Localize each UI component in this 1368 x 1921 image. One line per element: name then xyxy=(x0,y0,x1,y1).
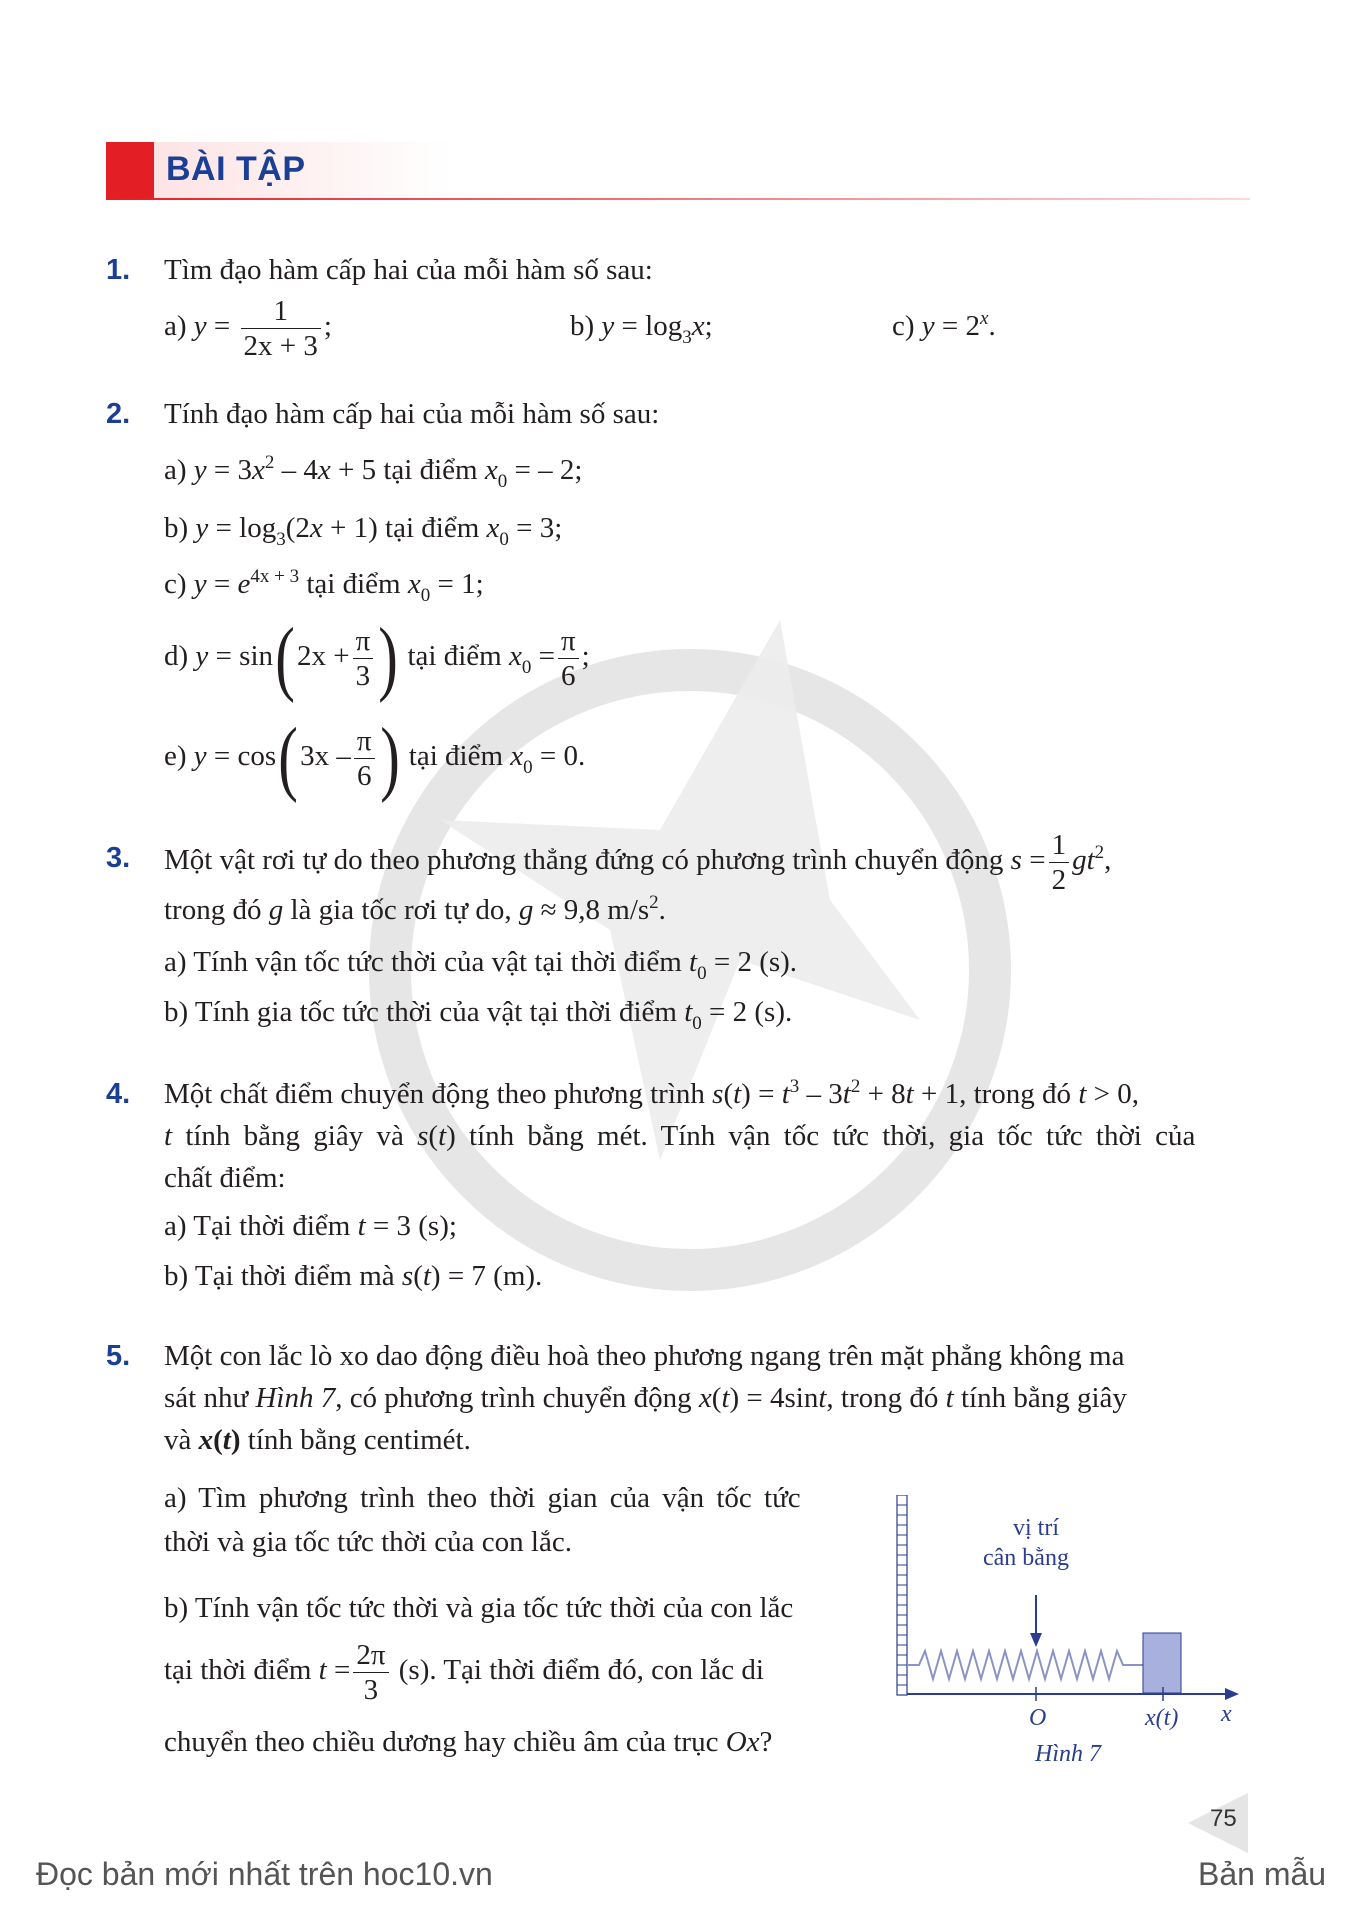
exercise-1a: a) y = $\frac{1}{2x + 3}$ ; xyxy=(164,294,332,362)
exercise-5-line2: sát như Hình 7, có phương trình chuyển động x(t) = 4sint, trong đó t tính bằng giây xyxy=(164,1382,1127,1414)
page-number: 75 xyxy=(1210,1805,1237,1832)
exercise-3b: b) Tính gia tốc tức thời của vật tại thời điểm $t_0 = 2$ (s). xyxy=(164,996,793,1034)
exercise-2e: e) y = cos(3x – $\frac{\pi}{6}$ ) tại điểm $x_0 = 0$. xyxy=(164,711,586,805)
equilibrium-arrow-head xyxy=(1030,1633,1042,1647)
exercise-2c: c) $y = e^{4x + 3}$ tại điểm $x_0 = 1$; xyxy=(164,566,484,606)
figure-caption: Hình 7 xyxy=(1035,1741,1101,1767)
exercise-number: 3. xyxy=(106,842,131,874)
figure-spring-oscillator xyxy=(895,1495,1255,1795)
origin-label: O xyxy=(1029,1705,1047,1731)
section-title: BÀI TẬP xyxy=(166,150,306,188)
exercise-2a: a) $y = 3x^2 - 4x + 5$ tại điểm $x_0$ = – 2; xyxy=(164,452,583,492)
section-header xyxy=(106,142,1250,200)
exercise-4-line3: chất điểm: xyxy=(164,1162,286,1194)
axis-label: x xyxy=(1221,1701,1232,1727)
equilibrium-label-1: vị trí xyxy=(1013,1515,1059,1541)
exercise-number: 1. xyxy=(106,254,131,286)
footer-sample-label: Bản mẫu xyxy=(1198,1856,1327,1892)
equilibrium-label-2: cân bằng xyxy=(983,1545,1069,1571)
exercise-5b-line2: tại thời điểm t = $\frac{2\pi}{3}$ (s). Tại thời điểm đó, con lắc di xyxy=(164,1638,764,1706)
spring xyxy=(907,1651,1143,1679)
exercise-5b-line3: chuyển theo chiều dương hay chiều âm của trục Ox? xyxy=(164,1726,773,1758)
wall-hatching xyxy=(897,1505,907,1685)
header-rule xyxy=(106,198,1250,200)
mass-block xyxy=(1143,1633,1181,1693)
footer-link-text: Đọc bản mới nhất trên hoc10.vn xyxy=(36,1856,493,1892)
axis-arrow xyxy=(1225,1688,1239,1700)
exercise-5-line1: Một con lắc lò xo dao động điều hoà theo phương ngang trên mặt phẳng không ma xyxy=(164,1340,1125,1372)
exercise-4-line1: Một chất điểm chuyển động theo phương trình $s(t) = t^3 - 3t^2 + 8t + 1$, trong đó t > 0, xyxy=(164,1076,1139,1110)
exercise-number: 4. xyxy=(106,1078,131,1110)
xt-label: x(t) xyxy=(1145,1705,1179,1731)
exercise-4a: a) Tại thời điểm t = 3 (s); xyxy=(164,1210,457,1242)
exercise-5-line3: và x(t) tính bằng centimét. xyxy=(164,1424,471,1456)
exercise-5b-line1: b) Tính vận tốc tức thời và gia tốc tức thời của con lắc xyxy=(164,1592,794,1624)
exercise-4-line2: t tính bằng giây và s(t) tính bằng mét. Tính vận tốc tức thời, gia tốc tức thời của xyxy=(164,1120,1196,1152)
exercise-5a-line2: thời và gia tốc tức thời của con lắc. xyxy=(164,1526,572,1558)
exercise-3-line2: trong đó g là gia tốc rơi tự do, g ≈ 9,8 $m/s^2$. xyxy=(164,892,666,926)
exercise-3a: a) Tính vận tốc tức thời của vật tại thời điểm $t_0 = 2$ (s). xyxy=(164,946,798,984)
exercise-3-line1: Một vật rơi tự do theo phương thẳng đứng có phương trình chuyển động s = $\frac{1}{2}$ $gt^2$, xyxy=(164,828,1112,896)
exercise-number: 5. xyxy=(106,1340,131,1372)
exercise-4b: b) Tại thời điểm mà s(t) = 7 (m). xyxy=(164,1260,543,1292)
exercise-2d: d) y = sin(2x + $\frac{\pi}{3}$ ) tại điểm $x_0$ = $\frac{\pi}{6}$ ; xyxy=(164,611,590,705)
exercise-number: 2. xyxy=(106,398,131,430)
header-accent-bar xyxy=(106,142,154,200)
exercise-1c: c) $y = 2^x$. xyxy=(892,308,996,342)
exercise-5a-line1: a) Tìm phương trình theo thời gian của vận tốc tức xyxy=(164,1482,801,1514)
exercise-2b: b) $y = \log_3(2x + 1)$ tại điểm $x_0 = 3$; xyxy=(164,512,563,550)
exercise-2-intro: Tính đạo hàm cấp hai của mỗi hàm số sau: xyxy=(164,398,660,430)
exercise-1-intro: Tìm đạo hàm cấp hai của mỗi hàm số sau: xyxy=(164,254,653,286)
exercise-1b: b) $y = \log_3x$; xyxy=(570,310,713,348)
